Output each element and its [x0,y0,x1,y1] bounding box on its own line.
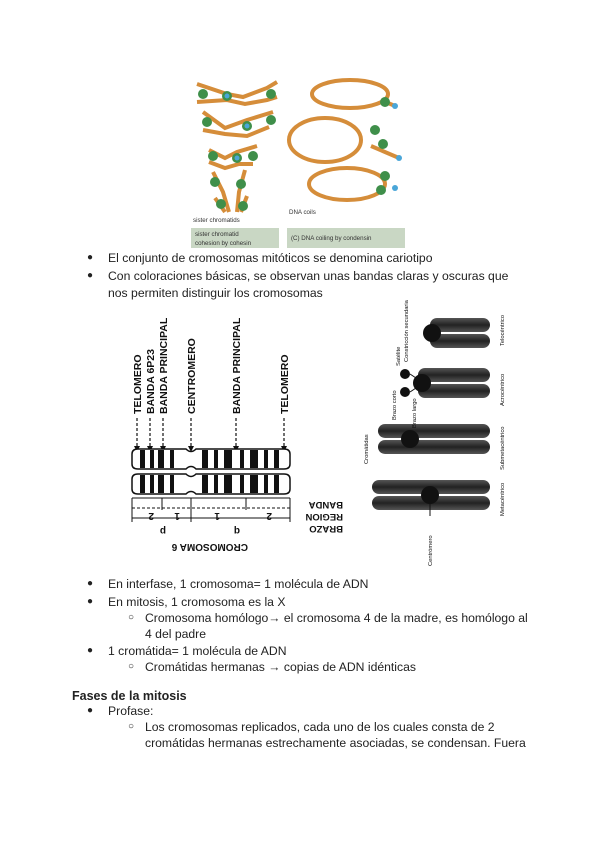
chromosome-6-band-diagram [128,317,343,558]
label-brazo-largo: Brazo largo [412,398,418,428]
sub-bullet-circle: ○ [128,612,135,623]
label-telomero-right: TELOMERO [279,354,291,414]
label-sister-chromatids: sister chromatids [193,217,240,224]
label-arm-p: p [159,525,166,536]
bullet-coloraciones: Con coloraciones básicas, se observan unas bandas claras y oscuras que [108,269,509,283]
label-centromero: CENTROMERO [186,338,198,414]
caption-cohesin-line1: sister chromatid [195,231,239,238]
label-banda-6p23: BANDA 6P23 [145,349,157,414]
sub-bullet-profase-line1: Los cromosomas replicados, cada uno de los cuales consta de 2 [145,720,495,734]
bullet-coloraciones-cont: nos permiten distinguir los cromosomas [108,286,323,300]
label-brazo-corto: Brazo corto [392,390,398,420]
label-telocentrico: Telocéntrico [500,315,506,346]
bullet-dot: ● [87,645,94,656]
label-brazo: BRAZO [309,523,343,534]
label-cromosoma-6: CROMOSOMA 6 [171,541,248,552]
label-submetacentrico: Submetacéntrico [500,426,506,470]
bullet-dot: ● [87,578,94,589]
label-banda-principal-left: BANDA PRINCIPAL [158,317,170,414]
label-constriccion: Constricción secundaria [404,300,410,362]
label-acrocentrico: Acrocéntrico [500,373,506,406]
label-banda: BANDA [308,499,343,510]
label-arm-q: q [233,525,240,536]
figure-chromosome-6 [128,317,343,558]
sub-bullet-circle: ○ [128,661,135,672]
bullet-profase: Profase: [108,704,154,718]
chromosome-types-illustration [360,300,510,572]
label-banda-principal-right: BANDA PRINCIPAL [231,317,243,414]
caption-cohesin-line2: cohesion by cohesin [195,240,252,247]
label-telomero-left: TELOMERO [132,354,144,414]
section-title: Fases de la mitosis [72,689,187,703]
bullet-dot: ● [87,270,94,281]
label-region-2-p: 2 [148,510,154,521]
label-region-1-q: 1 [214,510,220,521]
bullet-mitosis: En mitosis, 1 cromosoma es la X [108,595,286,609]
figure-chromosome-types [360,300,510,572]
bullet-interfase: En interfase, 1 cromosoma= 1 molécula de ADN [108,577,369,591]
caption-condensin: (C) DNA coiling by condensin [291,235,372,242]
sub-bullet-homologo: Cromosoma homólogo→ el cromosoma 4 de la madre, es homólogo al [145,611,528,625]
bullet-dot: ● [87,596,94,607]
label-region-2-q: 2 [266,510,272,521]
bullet-cromatida: 1 cromátida= 1 molécula de ADN [108,644,287,658]
label-cromatidas: Cromátidas [364,434,370,464]
label-region: REGION [305,511,343,522]
label-dna-coils: DNA coils [289,209,316,216]
bullet-dot: ● [87,252,94,263]
chromatid-cohesion-illustration [185,72,410,250]
label-centromero-fig3: Centrómero [428,535,434,566]
sub-bullet-homologo-cont: 4 del padre [145,627,206,641]
bullet-cariotipo: El conjunto de cromosomas mitóticos se denomina cariotipo [108,251,433,265]
sub-bullet-profase-line2: cromátidas hermanas estrechamente asociadas, se condensan. Fuera [145,736,526,750]
label-satelite: Satélite [396,346,402,366]
label-metacentrico: Metacéntrico [500,482,506,516]
figure-chromatid-cohesion [185,72,410,250]
bullet-dot: ● [87,705,94,716]
sub-bullet-circle: ○ [128,721,135,732]
label-region-1-p: 1 [174,510,180,521]
sub-bullet-hermanas: Cromátidas hermanas → copias de ADN idénticas [145,660,416,674]
